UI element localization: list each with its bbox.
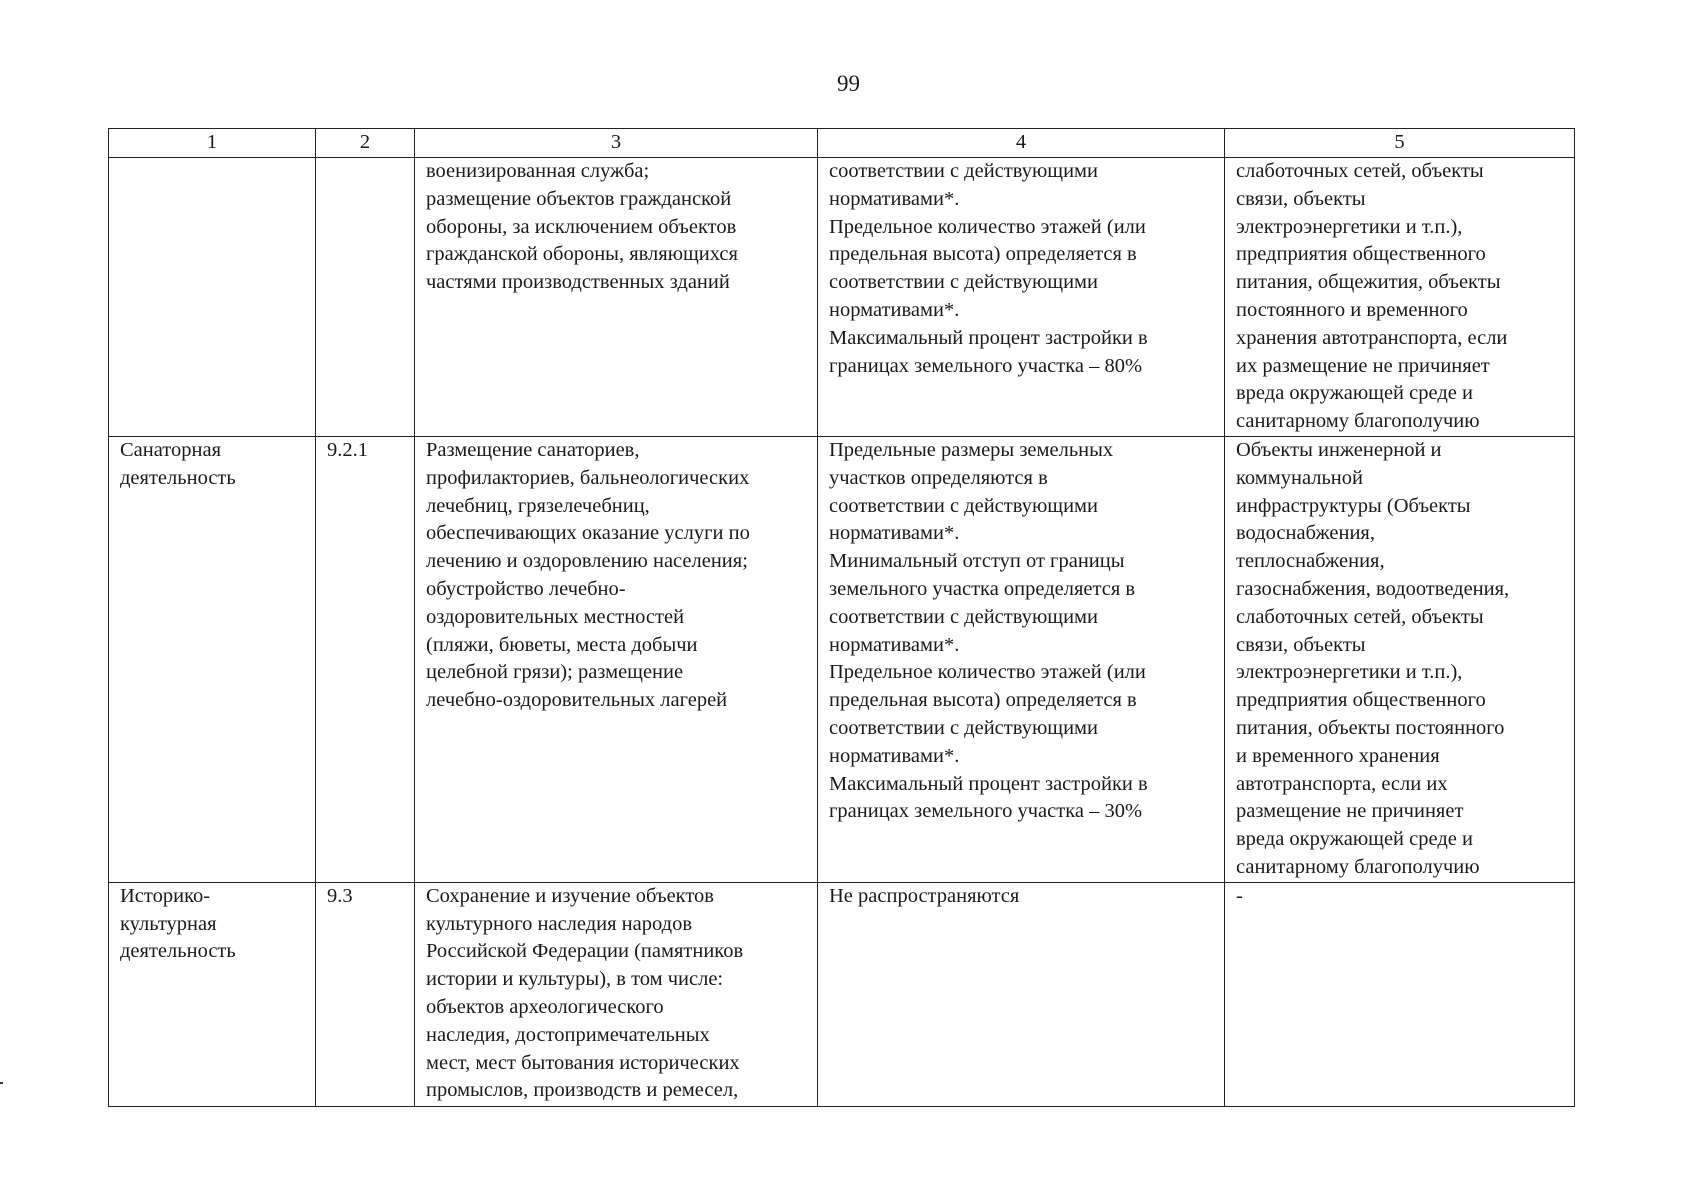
parameters-cell [818, 436, 1225, 882]
column-header-2: 2 [316, 129, 415, 158]
use-name-cell [109, 436, 316, 882]
use-description: Сохранение и изучение объектов культурного наследия народов Российской Федерации (памятников истории и культуры), в том числе: объектов археологического наследия, достопримечательных мест, мест бытования исторических промыслов, производств и ремесел, [426, 884, 744, 1102]
use-description-cell [415, 436, 818, 882]
table-row [109, 436, 1575, 882]
parameters: соответствии с действующими нормативами*. Предельное количество этажей (или предельная высота) определяется в соответствии с действующими нормативами*. Максимальный процент застройки в границах земельного участка – 80% [829, 160, 1148, 377]
use-code-cell [316, 158, 415, 437]
use-name: Историко- культурная деятельность [120, 884, 236, 963]
auxiliary-uses-cell [1225, 158, 1575, 437]
parameters-cell [818, 158, 1225, 437]
column-header-4: 4 [818, 129, 1225, 158]
auxiliary-uses-cell [1225, 436, 1575, 882]
page-number: 99 [837, 71, 860, 96]
column-header-5: 5 [1225, 129, 1575, 158]
table-row [109, 882, 1575, 1106]
use-code-cell [316, 436, 415, 882]
auxiliary-uses: - [1236, 884, 1243, 907]
use-description-cell [415, 158, 818, 437]
regulations-table [108, 128, 1575, 1107]
column-header-1: 1 [109, 129, 316, 158]
parameters-cell [818, 882, 1225, 1106]
use-code-cell [316, 882, 415, 1106]
table-row [109, 158, 1575, 437]
use-description-cell [415, 882, 818, 1106]
auxiliary-uses: Объекты инженерной и коммунальной инфраструктуры (Объекты водоснабжения, теплоснабжения, газоснабжения, водоотведения, слаботочных сетей, объекты связи, объекты электроэнергетики и т.п.), предприятия общественного питания, объекты постоянного и временного хранения автотранспорта, если их размещение не причиняет вреда окружающей среде и санитарному благополучию [1236, 438, 1510, 878]
auxiliary-uses-cell [1225, 882, 1575, 1106]
use-name: Санаторная деятельность [120, 438, 236, 489]
parameters: Предельные размеры земельных участков определяются в соответствии с действующими нормативами*. Минимальный отступ от границы земельного участка определяется в соответствии с действующими нормативами*. Предельное количество этажей (или предельная высота) определяется в соответствии с действующими нормативами*. Максимальный процент застройки в границах земельного участка – 30% [829, 438, 1148, 823]
auxiliary-uses: слаботочных сетей, объекты связи, объекты электроэнергетики и т.п.), предприятия общественного питания, общежития, объекты постоянного и временного хранения автотранспорта, если их размещение не причиняет вреда окружающей среде и санитарному благополучию [1236, 160, 1508, 433]
parameters: Не распространяются [829, 884, 1020, 907]
use-name-cell [109, 882, 316, 1106]
use-code: 9.2.1 [327, 438, 368, 461]
use-code: 9.3 [327, 884, 353, 907]
use-description: военизированная служба; размещение объектов гражданской обороны, за исключением объектов гражданской обороны, являющихся частями производственных зданий [426, 160, 738, 294]
scan-edge-mark [0, 1082, 3, 1084]
use-description: Размещение санаториев, профилакториев, бальнеологических лечебниц, грязелечебниц, обеспечивающих оказание услуги по лечению и оздоровлению населения; обустройство лечебно- оздоровительных местностей (пляжи, бюветы, места добычи целебной грязи); размещение лечебно-оздоровительных лагерей [426, 438, 750, 712]
use-name-cell [109, 158, 316, 437]
column-header-3: 3 [415, 129, 818, 158]
table-header-row [109, 129, 1575, 158]
